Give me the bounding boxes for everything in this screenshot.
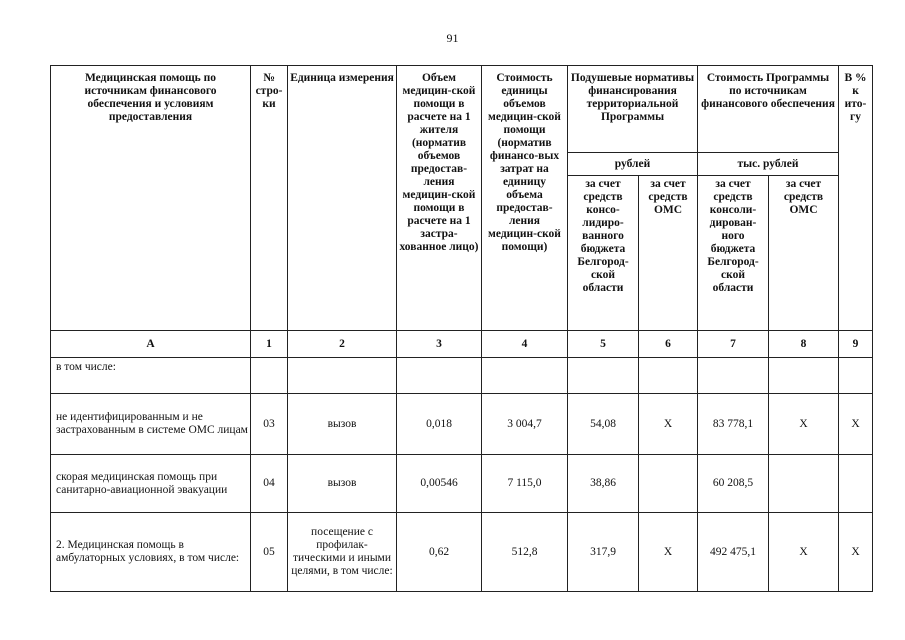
- row-percent: X: [839, 394, 873, 455]
- header-col-8: за счет средств ОМС: [769, 176, 839, 331]
- header-row: [51, 66, 873, 153]
- table-row: [51, 394, 873, 455]
- header-col-7: за счет средств консоли-дирован-ного бюджета Белгород-ской области: [698, 176, 769, 331]
- header-col-2: Единица измерения: [288, 66, 397, 331]
- row-volume: [397, 358, 482, 394]
- header-col-a: Медицинская помощь по источникам финансового обеспечения и условиям предоставления: [51, 66, 251, 331]
- header-col-1: № стро-ки: [251, 66, 288, 331]
- row-unit: вызов: [288, 394, 397, 455]
- column-number: 1: [251, 331, 288, 358]
- header-col-9: В % к ито-гу: [839, 66, 873, 331]
- row-name: не идентифицированным и не застрахованным в системе ОМС лицам: [51, 394, 251, 455]
- header-col-6: за счет средств ОМС: [639, 176, 698, 331]
- header-col-5-6: Подушевые нормативы финансирования территориальной Программы: [568, 66, 698, 153]
- column-number: 4: [482, 331, 568, 358]
- header-col-3: Объем медицин-ской помощи в расчете на 1 жителя (норматив объемов предостав-ления медицин-ской помощи в расчете на 1 застра-хованное лицо): [397, 66, 482, 331]
- row-cost: 7 115,0: [482, 455, 568, 513]
- row-line: [251, 358, 288, 394]
- row-name: скорая медицинская помощь при санитарно-авиационной эвакуации: [51, 455, 251, 513]
- row-volume: 0,00546: [397, 455, 482, 513]
- row-name: в том числе:: [51, 358, 251, 394]
- row-cost: [482, 358, 568, 394]
- column-number: 2: [288, 331, 397, 358]
- row-norm-oms: [639, 455, 698, 513]
- header-col-7-8: Стоимость Программы по источникам финансового обеспечения: [698, 66, 839, 153]
- financing-table: [50, 65, 873, 592]
- column-number: 5: [568, 331, 639, 358]
- row-unit: вызов: [288, 455, 397, 513]
- column-number: 7: [698, 331, 769, 358]
- row-prog-oms: [769, 358, 839, 394]
- row-cost: 512,8: [482, 513, 568, 592]
- column-number: А: [51, 331, 251, 358]
- header-unit-thousand-rubles: тыс. рублей: [698, 153, 839, 176]
- column-number-row: [51, 331, 873, 358]
- row-cost: 3 004,7: [482, 394, 568, 455]
- row-unit: посещение с профилак-тическими и иными целями, в том числе:: [288, 513, 397, 592]
- row-percent: X: [839, 513, 873, 592]
- row-norm-budget: 54,08: [568, 394, 639, 455]
- row-prog-budget: [698, 358, 769, 394]
- row-norm-oms: X: [639, 513, 698, 592]
- header-col-5: за счет средств консо-лидиро-ванного бюджета Белгород-ской области: [568, 176, 639, 331]
- row-percent: [839, 455, 873, 513]
- row-prog-oms: X: [769, 513, 839, 592]
- row-norm-budget: 38,86: [568, 455, 639, 513]
- header-col-4: Стоимость единицы объемов медицин-ской помощи (норматив финансо-вых затрат на единицу объема предостав-ления медицин-ской помощи): [482, 66, 568, 331]
- row-line: 03: [251, 394, 288, 455]
- row-prog-budget: 492 475,1: [698, 513, 769, 592]
- page-number: 91: [446, 31, 459, 45]
- column-number: 6: [639, 331, 698, 358]
- row-norm-budget: 317,9: [568, 513, 639, 592]
- row-prog-oms: X: [769, 394, 839, 455]
- row-percent: [839, 358, 873, 394]
- table-row: [51, 358, 873, 394]
- row-prog-budget: 60 208,5: [698, 455, 769, 513]
- row-unit: [288, 358, 397, 394]
- table-row: [51, 513, 873, 592]
- row-line: 05: [251, 513, 288, 592]
- header-unit-rubles: рублей: [568, 153, 698, 176]
- row-prog-oms: [769, 455, 839, 513]
- row-volume: 0,018: [397, 394, 482, 455]
- column-number: 3: [397, 331, 482, 358]
- row-norm-oms: X: [639, 394, 698, 455]
- table-row: [51, 455, 873, 513]
- row-volume: 0,62: [397, 513, 482, 592]
- row-line: 04: [251, 455, 288, 513]
- row-name: 2. Медицинская помощь в амбулаторных условиях, в том числе:: [51, 513, 251, 592]
- row-prog-budget: 83 778,1: [698, 394, 769, 455]
- row-norm-budget: [568, 358, 639, 394]
- row-norm-oms: [639, 358, 698, 394]
- column-number: 9: [839, 331, 873, 358]
- column-number: 8: [769, 331, 839, 358]
